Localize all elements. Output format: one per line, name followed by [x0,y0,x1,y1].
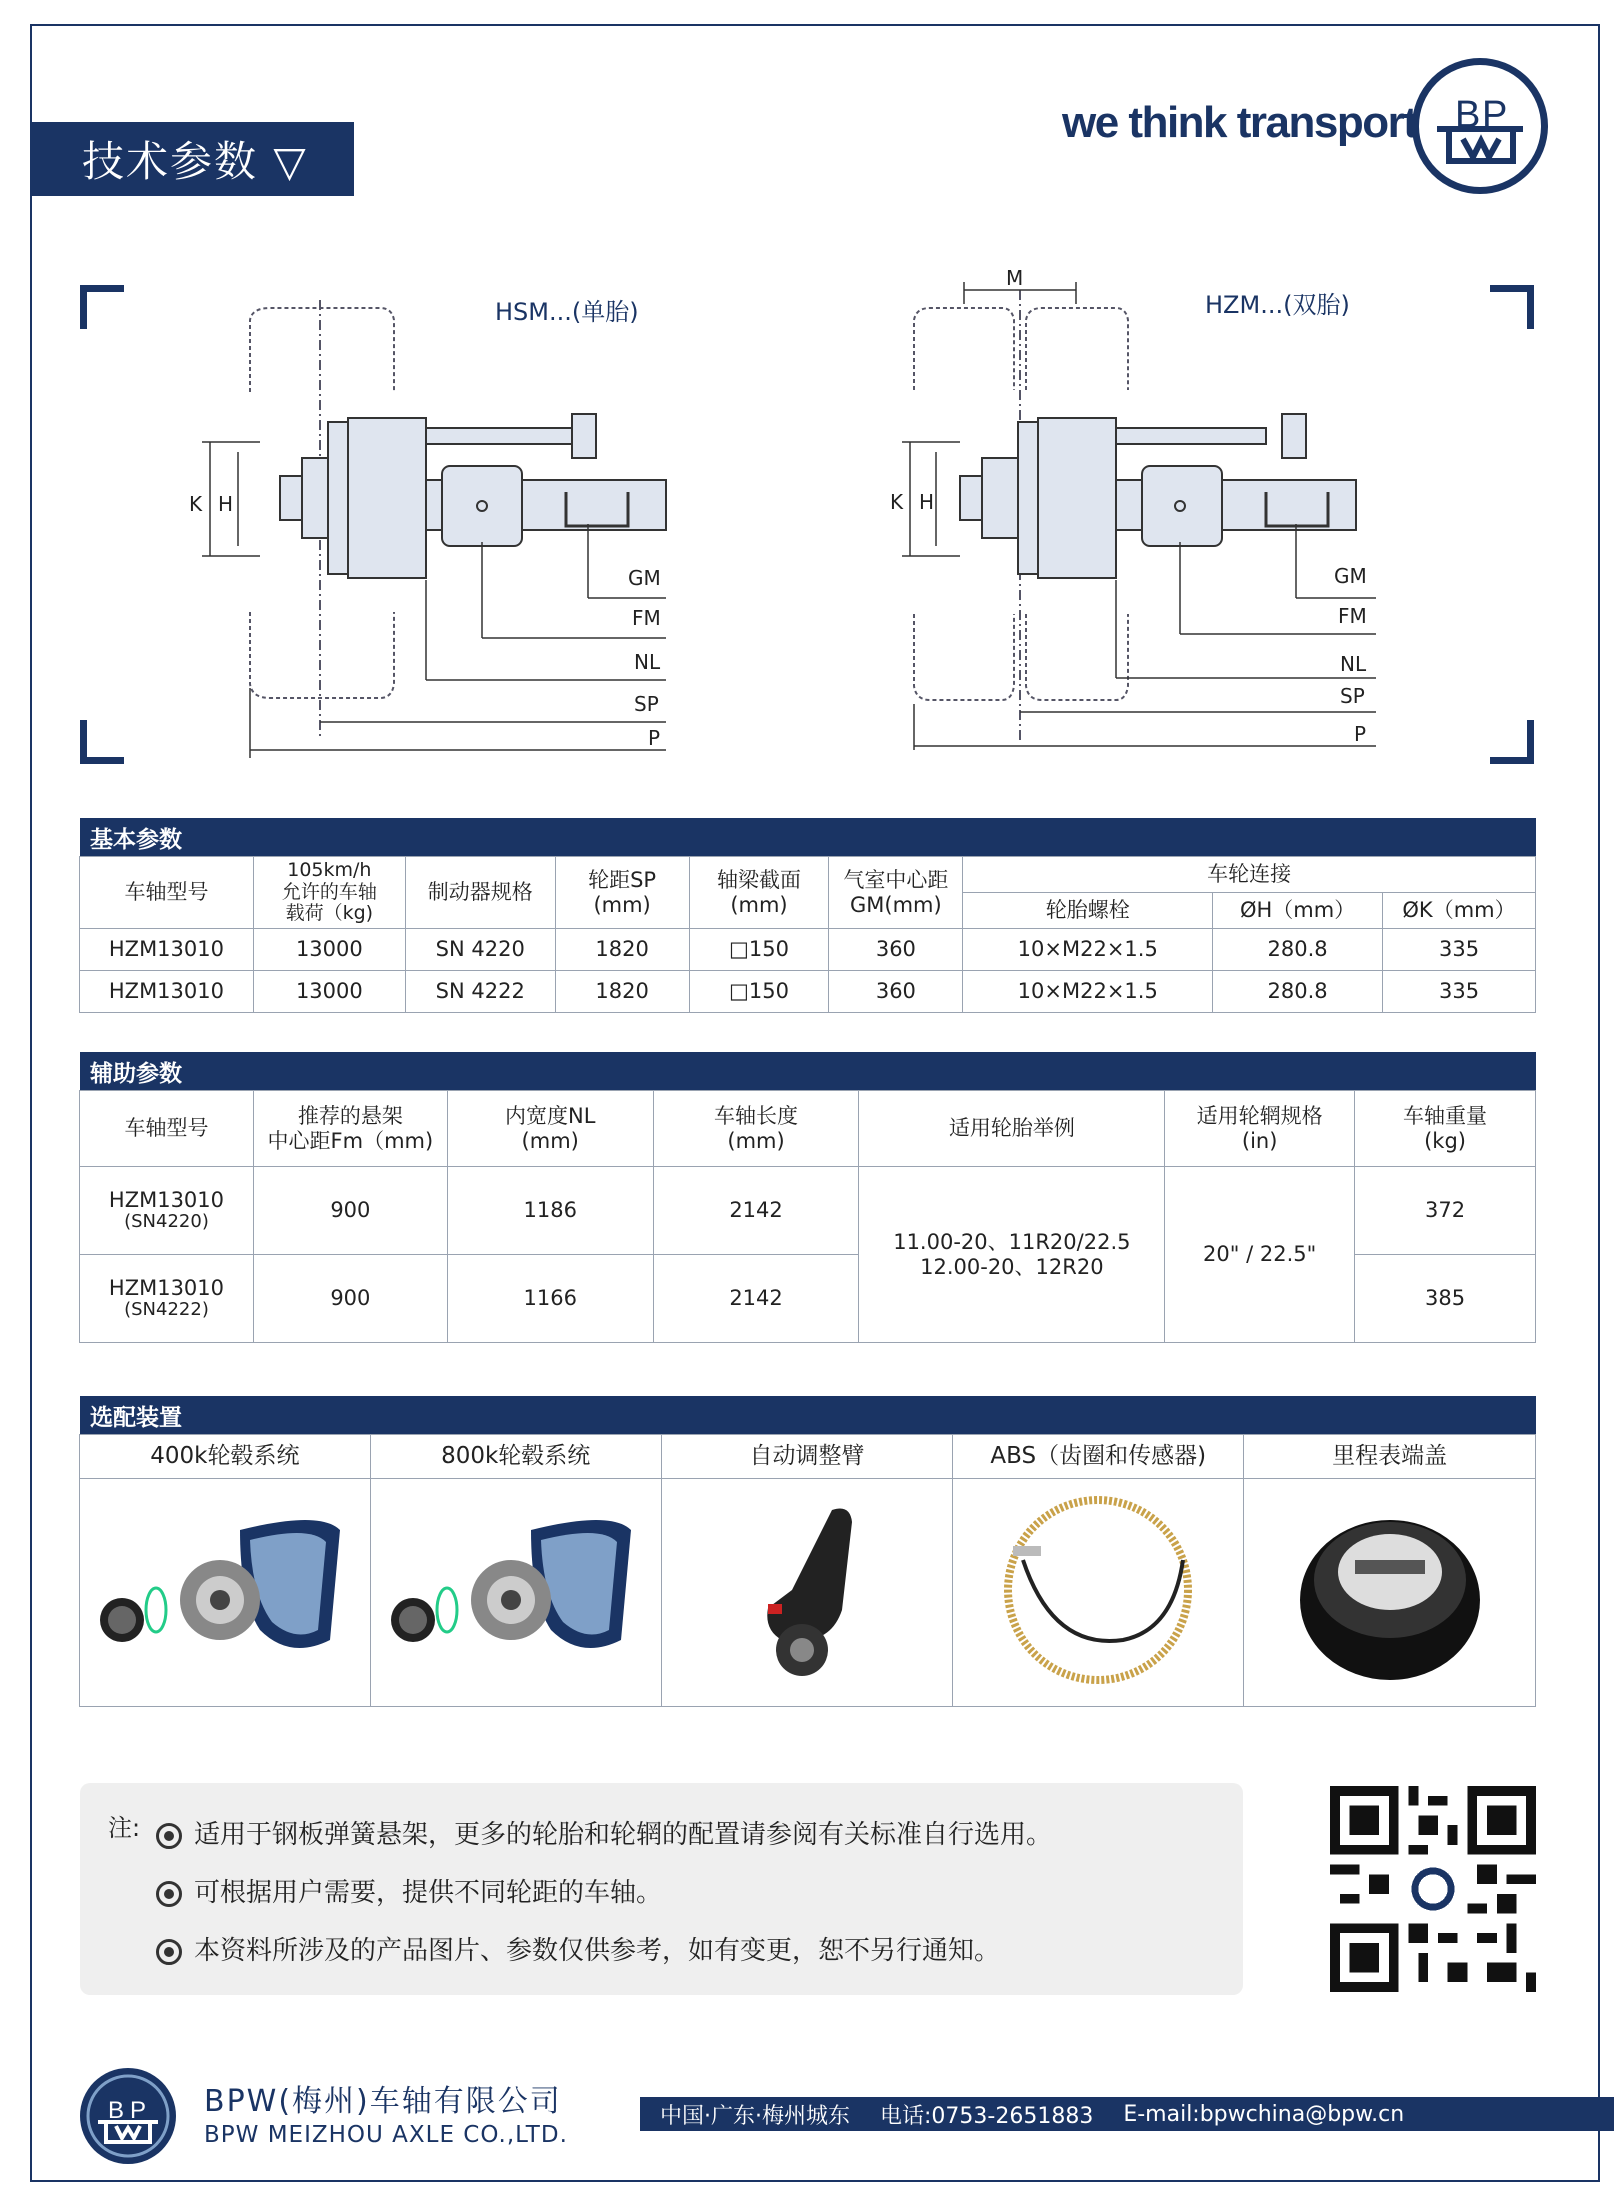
cell-weight: 385 [1355,1255,1536,1343]
footer-phone: 电话:0753-2651883 [880,2103,1094,2129]
note-text: 可根据用户需要，提供不同轮距的车轴。 [194,1878,663,1908]
cell-k: 335 [1383,971,1536,1013]
table-row [80,929,1536,971]
cell-nl: 1166 [447,1255,653,1343]
option-label-hubodometer-cap: 里程表端盖 [1244,1435,1536,1479]
header-wheel-connection: 车轮连接 [963,857,1536,893]
cell-bolt: 10×M22×1.5 [963,971,1213,1013]
dim-fm: FM [1338,604,1367,628]
cell-load: 13000 [253,929,405,971]
dim-sp: SP [634,692,659,716]
cell-tires: 11.00-20、11R20/22.5 12.00-20、12R20 [859,1167,1165,1343]
bpw-logo [1412,58,1548,194]
footer-logo [80,2068,176,2164]
aux-params-table [79,1090,1536,1343]
dim-m: M [1006,266,1024,290]
note-text: 适用于钢板弹簧悬架，更多的轮胎和轮辋的配置请参阅有关标准自行选用。 [194,1820,1053,1850]
dim-nl: NL [634,650,661,674]
cell-nl: 1186 [447,1167,653,1255]
corner-bracket [1490,720,1534,764]
header-weight: 车轴重量 (kg) [1355,1091,1536,1167]
header-tires: 适用轮胎举例 [859,1091,1165,1167]
cell-model-name: HZM13010 [108,1188,225,1213]
header-gm: 气室中心距 GM(mm) [829,857,963,929]
svg-text:P: P [1482,94,1508,136]
header-brake: 制动器规格 [405,857,555,929]
corner-bracket [80,720,124,764]
dim-p: P [648,726,661,750]
cell-model-sub: (SN4222) [124,1299,209,1321]
section-header-basic: 基本参数 [80,818,1536,856]
section-header-options: 选配装置 [80,1396,1536,1434]
basic-params-table [79,856,1536,1013]
cell-gm: 360 [829,929,963,971]
option-image-800k-hub [370,1479,661,1707]
cell-sp: 1820 [555,971,689,1013]
note-item [156,1814,1052,1851]
header-nl: 内宽度NL (mm) [447,1091,653,1167]
svg-text:B: B [1455,94,1481,136]
dim-gm: GM [628,566,661,590]
dim-sp: SP [1340,684,1365,708]
corner-bracket [1490,285,1534,329]
cell-sp: 1820 [555,929,689,971]
cell-model: HZM13010 [80,971,254,1013]
bullet-icon [156,1823,182,1849]
dim-gm: GM [1334,564,1367,588]
section-header-aux: 辅助参数 [80,1052,1536,1090]
axle-diagram-single [180,280,720,760]
option-label-abs: ABS（齿圈和传感器) [953,1435,1244,1479]
section-title-tech-params: 技术参数 ▽ [32,122,354,196]
table-row [80,1167,1536,1255]
cell-bolt: 10×M22×1.5 [963,929,1213,971]
cell-length: 2142 [653,1167,859,1255]
note-item [156,1872,662,1909]
dim-k: K [189,492,203,516]
svg-text:B: B [108,2097,125,2124]
cell-k: 335 [1383,929,1536,971]
option-label-400k-hub: 400k轮毂系统 [80,1435,371,1479]
options-table [79,1434,1536,1707]
cell-weight: 372 [1355,1167,1536,1255]
diagram-label-single: HSM...(单胎) [495,298,639,326]
option-image-abs [953,1479,1244,1707]
cell-fm: 900 [253,1167,447,1255]
header-rim: 适用轮辋规格 (in) [1165,1091,1355,1167]
notes-label: 注: [108,1814,141,1842]
dim-k: K [890,490,904,514]
bullet-icon [156,1881,182,1907]
header-section: 轴梁截面 (mm) [689,857,829,929]
cell-load: 13000 [253,971,405,1013]
header-load: 105km/h 允许的车轴 载荷（kg) [253,857,405,929]
cell-h: 280.8 [1213,971,1383,1013]
header-h: ØH（mm） [1213,893,1383,929]
cell-rim: 20" / 22.5" [1165,1167,1355,1343]
dim-p: P [1354,722,1367,746]
dim-h: H [919,490,935,514]
option-image-slack-adjuster [661,1479,953,1707]
qr-code[interactable] [1330,1786,1536,1992]
company-name-cn: BPW(梅州)车轴有限公司 [204,2084,562,2119]
header-model: 车轴型号 [80,857,254,929]
cell-model: HZM13010 [80,929,254,971]
option-image-400k-hub [80,1479,371,1707]
dim-fm: FM [632,606,661,630]
header-bolt: 轮胎螺栓 [963,893,1213,929]
cell-h: 280.8 [1213,929,1383,971]
table-row [80,971,1536,1013]
option-image-hubodometer-cap [1244,1479,1536,1707]
note-item [156,1930,1000,1967]
header-sp: 轮距SP (mm) [555,857,689,929]
cell-fm: 900 [253,1255,447,1343]
bullet-icon [156,1939,182,1965]
header-fm: 推荐的悬架 中心距Fm（mm) [253,1091,447,1167]
header-model: 车轴型号 [80,1091,254,1167]
dim-nl: NL [1340,652,1367,676]
option-label-800k-hub: 800k轮毂系统 [370,1435,661,1479]
note-text: 本资料所涉及的产品图片、参数仅供参考，如有变更，恕不另行通知。 [194,1936,1001,1966]
cell-model-name: HZM13010 [108,1276,225,1301]
company-name-en: BPW MEIZHOU AXLE CO.,LTD. [204,2122,568,2148]
footer-email[interactable]: E-mail:bpwchina@bpw.cn [1123,2101,1405,2127]
cell-length: 2142 [653,1255,859,1343]
header-length: 车轴长度 (mm) [653,1091,859,1167]
cell-brake: SN 4222 [405,971,555,1013]
cell-section: □150 [689,929,829,971]
cell-gm: 360 [829,971,963,1013]
cell-section: □150 [689,971,829,1013]
cell-model [80,1167,254,1255]
cell-model [80,1255,254,1343]
corner-bracket [80,285,124,329]
footer-address: 中国·广东·梅州城东 [660,2103,850,2129]
diagram-label-dual: HZM...(双胎) [1205,291,1350,319]
cell-model-sub: (SN4220) [124,1211,209,1233]
brand-slogan: we think transport [1062,98,1417,147]
option-label-slack-adjuster: 自动调整臂 [661,1435,953,1479]
svg-text:P: P [130,2097,147,2124]
cell-brake: SN 4220 [405,929,555,971]
dim-h: H [218,492,234,516]
header-k: ØK（mm） [1383,893,1536,929]
footer-contact-bar [640,2097,1614,2131]
